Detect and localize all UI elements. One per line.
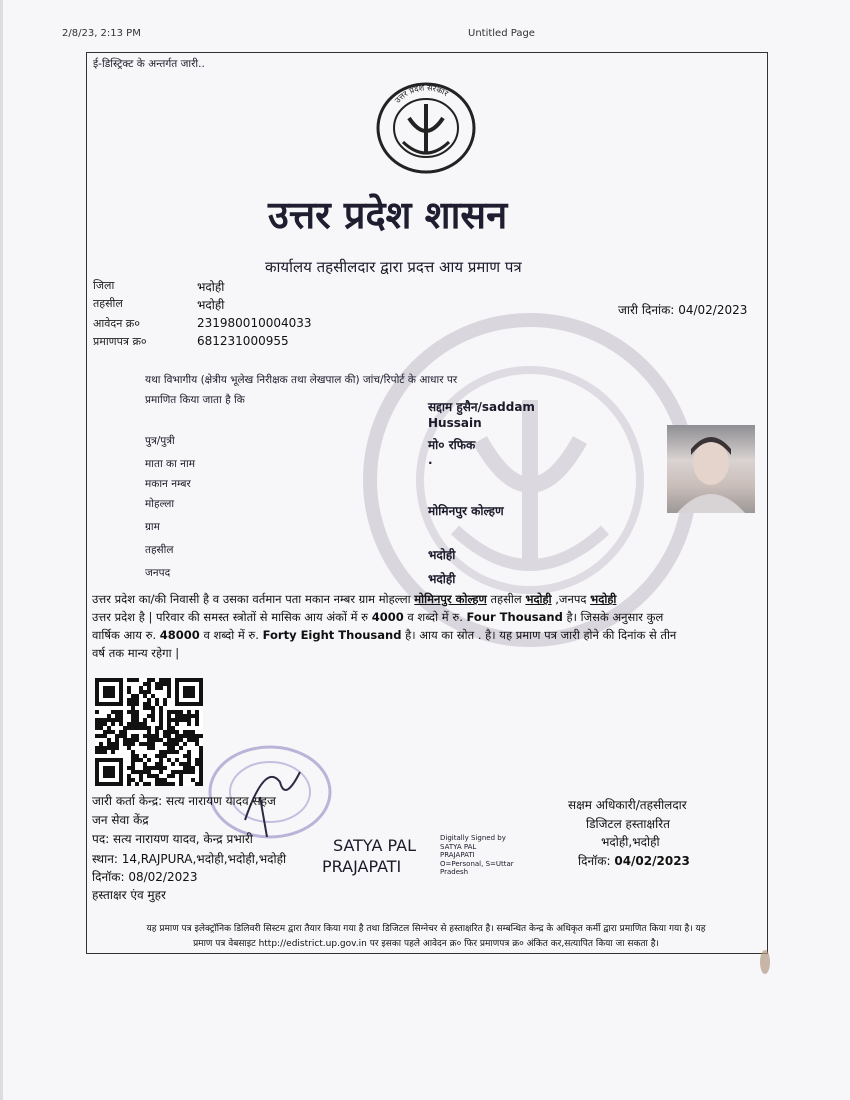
issuer-centre-2: जन सेवा केंद्र: [92, 813, 149, 827]
label-son-daughter: पुत्र/पुत्री: [145, 435, 175, 447]
up-emblem-logo: [375, 82, 477, 174]
issuer-place: स्थान: 14,RAJPURA,भदोही,भदोही,भदोही: [92, 852, 287, 866]
annual-income: 48000: [159, 628, 200, 642]
authority-place: भदोही,भदोही: [601, 835, 660, 849]
digital-sign-detail: SATYA PAL: [440, 842, 477, 851]
body-tehsil: भदोही: [525, 592, 552, 606]
intro-line-1: यथा विभागीय (क्षेत्रीय भूलेख निरीक्षक तथा लेखपाल की) जांच/रिपोर्ट के आधार पर: [145, 374, 458, 386]
body-line-3: [92, 626, 756, 644]
digital-sign-detail: Digitally Signed by: [440, 834, 506, 842]
issue-date-label: जारी दिनांक:: [618, 303, 675, 317]
digital-sign-detail: O=Personal, S=Uttar: [440, 859, 514, 868]
authority-date-value: 04/02/2023: [614, 854, 690, 868]
body-text: तहसील: [490, 592, 522, 606]
paper-stain: [760, 950, 770, 974]
issuer-centre: जारी कर्ता केन्द्र: सत्य नारायण यादव,सहज: [92, 794, 276, 808]
print-datetime: 2/8/23, 2:13 PM: [62, 28, 141, 39]
body-text: है। आय का स्रोत . है। यह प्रमाण पत्र जारी होने की दिनांक से तीन: [405, 628, 677, 642]
meta-label-district: जिला: [93, 279, 115, 292]
digital-sign-detail: PRAJAPATI: [440, 851, 475, 859]
issuer-date: दिनॉक: 08/02/2023: [92, 870, 198, 884]
digital-sign-details: [440, 834, 514, 877]
monthly-income: 4000: [371, 610, 404, 624]
issue-date-value: 04/02/2023: [678, 303, 748, 317]
meta-value-tehsil: भदोही: [197, 298, 225, 312]
district-value: भदोही: [428, 572, 456, 586]
meta-label-application-no: आवेदन क्र०: [93, 317, 140, 330]
body-text: व शब्दो में रु.: [407, 610, 463, 624]
scan-edge: [0, 0, 3, 1100]
label-tehsil: तहसील: [145, 544, 174, 556]
digital-sign-detail: Pradesh: [440, 868, 469, 876]
issuer-sign: हस्ताक्षर एंव मुहर: [92, 888, 166, 902]
mother-name: .: [428, 453, 433, 467]
body-text: उत्तर प्रदेश का/की निवासी है व उसका वर्तमान पता मकान नम्बर ग्राम मोहल्ला: [92, 592, 411, 606]
applicant-photo: [667, 425, 755, 513]
issue-date: [618, 301, 747, 318]
svg-text:उत्तर प्रदेश सरकार: उत्तर प्रदेश सरकार: [393, 83, 450, 105]
authority-date-label: दिनॉक:: [578, 854, 611, 868]
body-line-2: [92, 608, 756, 626]
body-district: भदोही: [590, 592, 617, 606]
label-mohalla: मोहल्ला: [145, 498, 175, 510]
footer-note: [88, 922, 764, 952]
body-text: है। जिसके अनुसार कुल: [566, 610, 664, 624]
label-house-no: मकान नम्बर: [145, 478, 191, 490]
main-heading: उत्तर प्रदेश शासन: [268, 193, 508, 237]
issuer-post: पद: सत्य नारायण यादव, केन्द्र प्रभारी: [92, 832, 253, 846]
meta-label-tehsil: तहसील: [93, 297, 123, 310]
authority-date: [578, 852, 690, 869]
meta-value-district: भदोही: [197, 280, 225, 294]
income-paragraph: [92, 590, 756, 662]
tehsil-value: भदोही: [428, 548, 456, 562]
qr-code: [95, 678, 203, 786]
meta-label-certificate-no: प्रमाणपत्र क्र०: [93, 335, 147, 348]
meta-value-application-no: 231980010004033: [197, 316, 312, 330]
authority-title: सक्षम अधिकारी/तहसीलदार: [568, 798, 687, 812]
body-text: वार्षिक आय रु.: [92, 628, 157, 642]
label-district: जनपद: [145, 567, 171, 579]
authority-sign: डिजिटल हस्ताक्षरित: [586, 817, 670, 831]
label-mother-name: माता का नाम: [145, 458, 195, 470]
meta-value-certificate-no: 681231000955: [197, 334, 289, 348]
body-line-4: वर्ष तक मान्य रहेगा |: [92, 646, 180, 660]
body-mohalla: मोमिनपुर कोल्हण: [414, 592, 487, 606]
annual-income-words: Forty Eight Thousand: [262, 628, 402, 642]
body-text: व शब्दो में रु.: [203, 628, 259, 642]
monthly-income-words: Four Thousand: [466, 610, 563, 624]
footer-line-2: प्रमाण पत्र वेबसाइट http://edistrict.up.gov.in पर इसका पहले आवेदन क्र० फिर प्रमाणपत्र क्र० अंकित कर,सत्यापित किया जा सकता है।: [193, 939, 659, 949]
parent-name: मो० रफिक: [428, 438, 476, 452]
body-text: उत्तर प्रदेश है | परिवार की समस्त स्त्रोतों से मासिक आय अंकों में रु: [92, 610, 369, 624]
person-name-line-1: सद्दाम हुसैन/saddam: [428, 400, 535, 414]
sub-heading: कार्यालय तहसीलदार द्वारा प्रदत्त आय प्रमाण पत्र: [265, 258, 522, 276]
digital-sign-name-1: SATYA PAL: [333, 836, 416, 855]
person-name-line-2: Hussain: [428, 416, 482, 430]
issued-under: ई-डिस्ट्रिक्ट के अन्तर्गत जारी..: [93, 58, 205, 70]
label-village: ग्राम: [145, 521, 160, 533]
photo-portrait-icon: [667, 425, 755, 513]
digital-sign-name-2: PRAJAPATI: [322, 857, 402, 876]
footer-line-1: यह प्रमाण पत्र इलेक्ट्रॉनिक डिलिवरी सिस्टम द्वारा तैयार किया गया है तथा डिजिटल सिग्नेचर से हस्ताक्षरित है। सम्बन्धित केन्द्र के अधिकृत कर्मी द्वारा प्रमाणित किया गया है। यह: [146, 924, 706, 934]
mohalla-value: मोमिनपुर कोल्हण: [428, 504, 504, 518]
print-title: Untitled Page: [468, 28, 535, 39]
intro-line-2: प्रमाणित किया जाता है कि: [145, 394, 245, 406]
body-line-1: [92, 590, 756, 608]
body-text: ,जनपद: [555, 592, 587, 606]
